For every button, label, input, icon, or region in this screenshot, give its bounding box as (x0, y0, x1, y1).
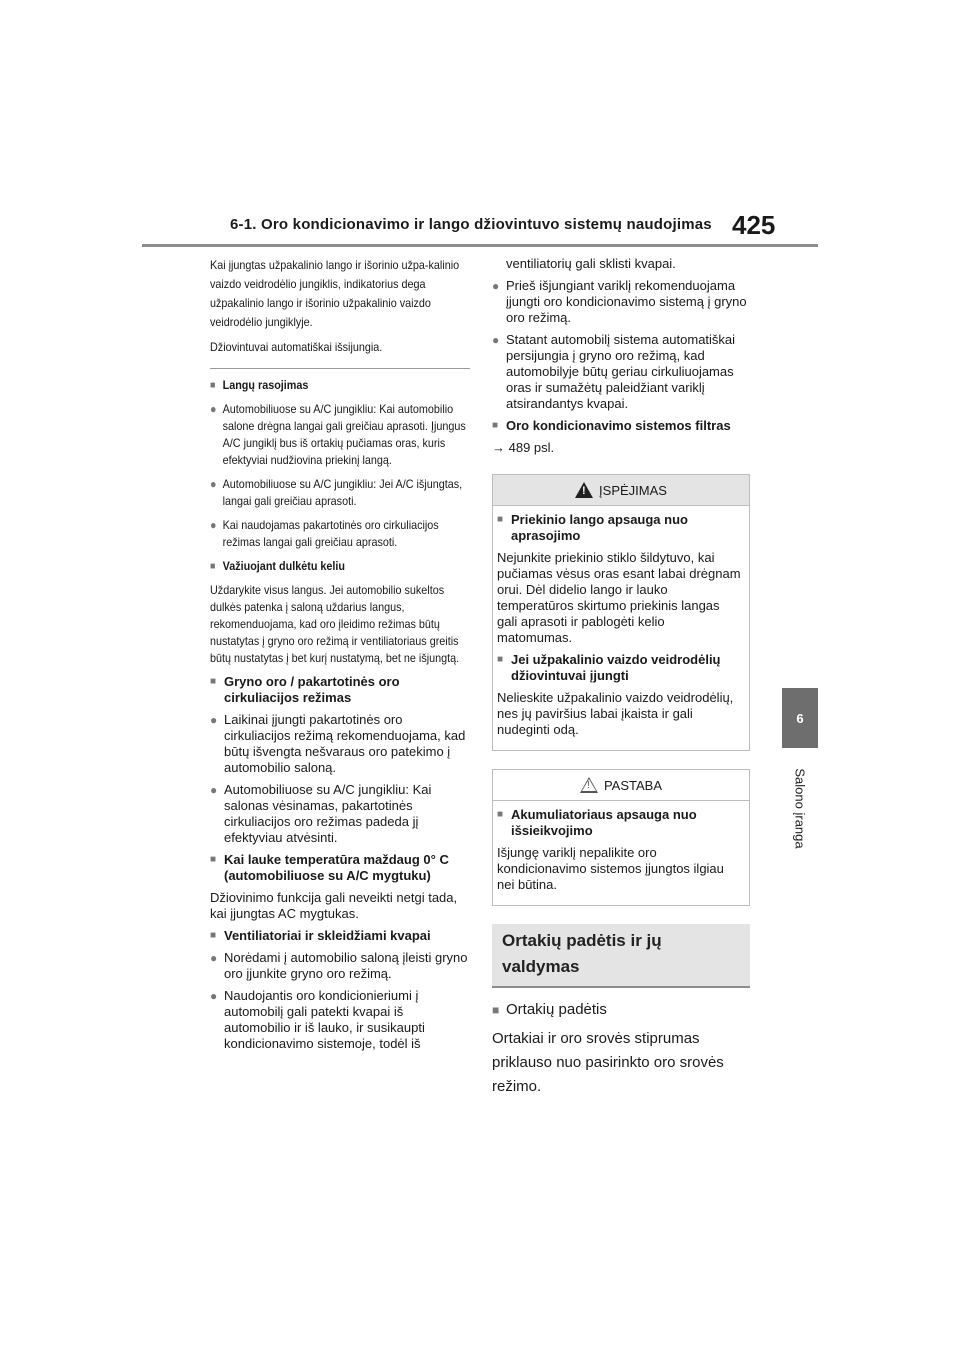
page-reference: → 489 psl. (492, 440, 555, 455)
warning-header (493, 475, 749, 506)
note-heading: ■ Akumuliatoriaus apsauga nuo išsieikvojimo (497, 807, 743, 839)
paragraph-continued: ventiliatorių gali sklisti kvapai. (506, 256, 676, 271)
subsection-heading: ■ Ortakių padėtis (492, 998, 750, 1022)
paragraph: Džiovinimo funkcija gali neveikti netgi tada, kai įjungtas AC mygtukas. (210, 890, 458, 921)
bullet-item: ● Prieš išjungiant variklį rekomenduojama įjungti oro kondicionavimo sistemą į gryno oro režimą. (492, 278, 750, 326)
right-column (492, 256, 750, 1099)
bullet-item: ● Norėdami į automobilio saloną įleisti gryno oro įjunkite gryno oro režimą. (210, 950, 470, 982)
bullet-item: ● Automobiliuose su A/C jungikliu: Kai automobilio salone drėgna langai gali greičiau aprasoti. Įjungus A/C jungiklį bus iš ortakių pučiamas oras, kuris efektyviai nudžiovina priekinį langą. (210, 401, 470, 469)
intro-text-2: Džiovintuvai automatiškai išsijungia. (210, 340, 383, 354)
warning-title: ĮSPĖJIMAS (599, 482, 667, 498)
note-box (492, 769, 750, 906)
left-column (210, 256, 470, 1058)
caution-icon (580, 777, 598, 793)
section-title-box (492, 924, 750, 988)
bullet-item: ● Automobiliuose su A/C jungikliu: Kai salonas vėsinamas, pakartotinės cirkuliacijos oro režimas padeda jį efektyviau atvėsinti. (210, 782, 470, 846)
bullet-item: ● Laikinai įjungti pakartotinės oro cirkuliacijos režimą rekomenduojama, kad būtų išvengta nešvaraus oro patekimo į automobilio saloną. (210, 712, 470, 776)
warning-text: Nejunkite priekinio stiklo šildytuvo, kai pučiamas vėsus oras esant labai drėgnam orui. Dėl didelio lango ir lauko temperatūros skirtumo priekinis langas gali aprasoti ir pablogėti kelio matomumas. (497, 550, 741, 645)
subsection-text: Ortakiai ir oro srovės stiprumas priklauso nuo pasirinkto oro srovės režimo. (492, 1030, 724, 1095)
page-number: 425 (732, 210, 776, 240)
header-rule (142, 244, 818, 247)
bullet-item: ● Kai naudojamas pakartotinės oro cirkuliacijos režimas langai gali greičiau aprasoti. (210, 517, 470, 551)
section-heading-odors: ■ Ventiliatoriai ir skleidžiami kvapai (210, 928, 470, 944)
warning-heading: ■ Priekinio lango apsauga nuo aprasojimo (497, 512, 743, 544)
section-heading-filter: ■ Oro kondicionavimo sistemos filtras (492, 418, 750, 434)
paragraph: Uždarykite visus langus. Jei automobilio sukeltos dulkės patenka į saloną uždarius langus, rekomenduojama, kad oro įleidimo režimas būtų nustatytas į gryno oro režimą ir ventiliatoriaus greitis būtų nustatytas į bet kurį nustatymą, bet ne išjungtą. (210, 583, 460, 665)
section-heading-air-mode: ■ Gryno oro / pakartotinės oro cirkuliacijos režimas (210, 674, 470, 706)
warning-box (492, 474, 750, 751)
bullet-item: ● Automobiliuose su A/C jungikliu: Jei A/C išjungtas, langai gali greičiau aprasoti. (210, 476, 470, 510)
note-header (493, 770, 749, 801)
section-heading-fogging: ■ Langų rasojimas (210, 377, 470, 394)
section-title: Ortakių padėtis ir jų valdymas (502, 931, 662, 976)
section-heading-dusty-road: ■ Važiuojant dulkėtu keliu (210, 558, 470, 575)
chapter-tab (782, 688, 818, 748)
chapter-label-text: Salono įranga (792, 767, 808, 849)
note-title: PASTABA (603, 777, 663, 793)
chapter-label (778, 758, 822, 858)
warning-heading: ■ Jei užpakalinio vaizdo veidrodėlių džiovintuvai įjungti (497, 652, 743, 684)
intro-text-1: Kai įjungtas užpakalinio lango ir išorinio užpa-kalinio vaizdo veidrodėlio jungiklis, indikatorius dega užpakalinio lango ir išorinio užpakalinio vaizdo veidrodėlio jungiklyje. (210, 258, 460, 329)
bullet-item: ● Naudojantis oro kondicionieriumi į automobilį gali patekti kvapai iš automobilio ir iš lauko, ir susikaupti kondicionavimo sistemoje, todėl iš (210, 988, 470, 1052)
section-divider (210, 368, 470, 369)
bullet-item: ● Statant automobilį sistema automatiškai persijungia į gryno oro režimą, kad automobilyje būtų geriau cirkuliuojamas oras ir sumažėtų paleidžiant variklį atsirandantys kvapai. (492, 332, 750, 412)
warning-text: Nelieskite užpakalinio vaizdo veidrodėlių, nes jų paviršius labai įkaista ir gali nudeginti odą. (497, 690, 734, 737)
note-text: Išjungę variklį nepalikite oro kondicionavimo sistemos įjungtos ilgiau nei būtina. (497, 845, 724, 892)
section-heading-temperature: ■ Kai lauke temperatūra maždaug 0° C (automobiliuose su A/C mygtuku) (210, 852, 470, 884)
chapter-number: 6 (796, 710, 804, 726)
warning-icon (575, 482, 593, 498)
header-title: 6-1. Oro kondicionavimo ir lango džiovintuvo sistemų naudojimas (230, 216, 712, 233)
